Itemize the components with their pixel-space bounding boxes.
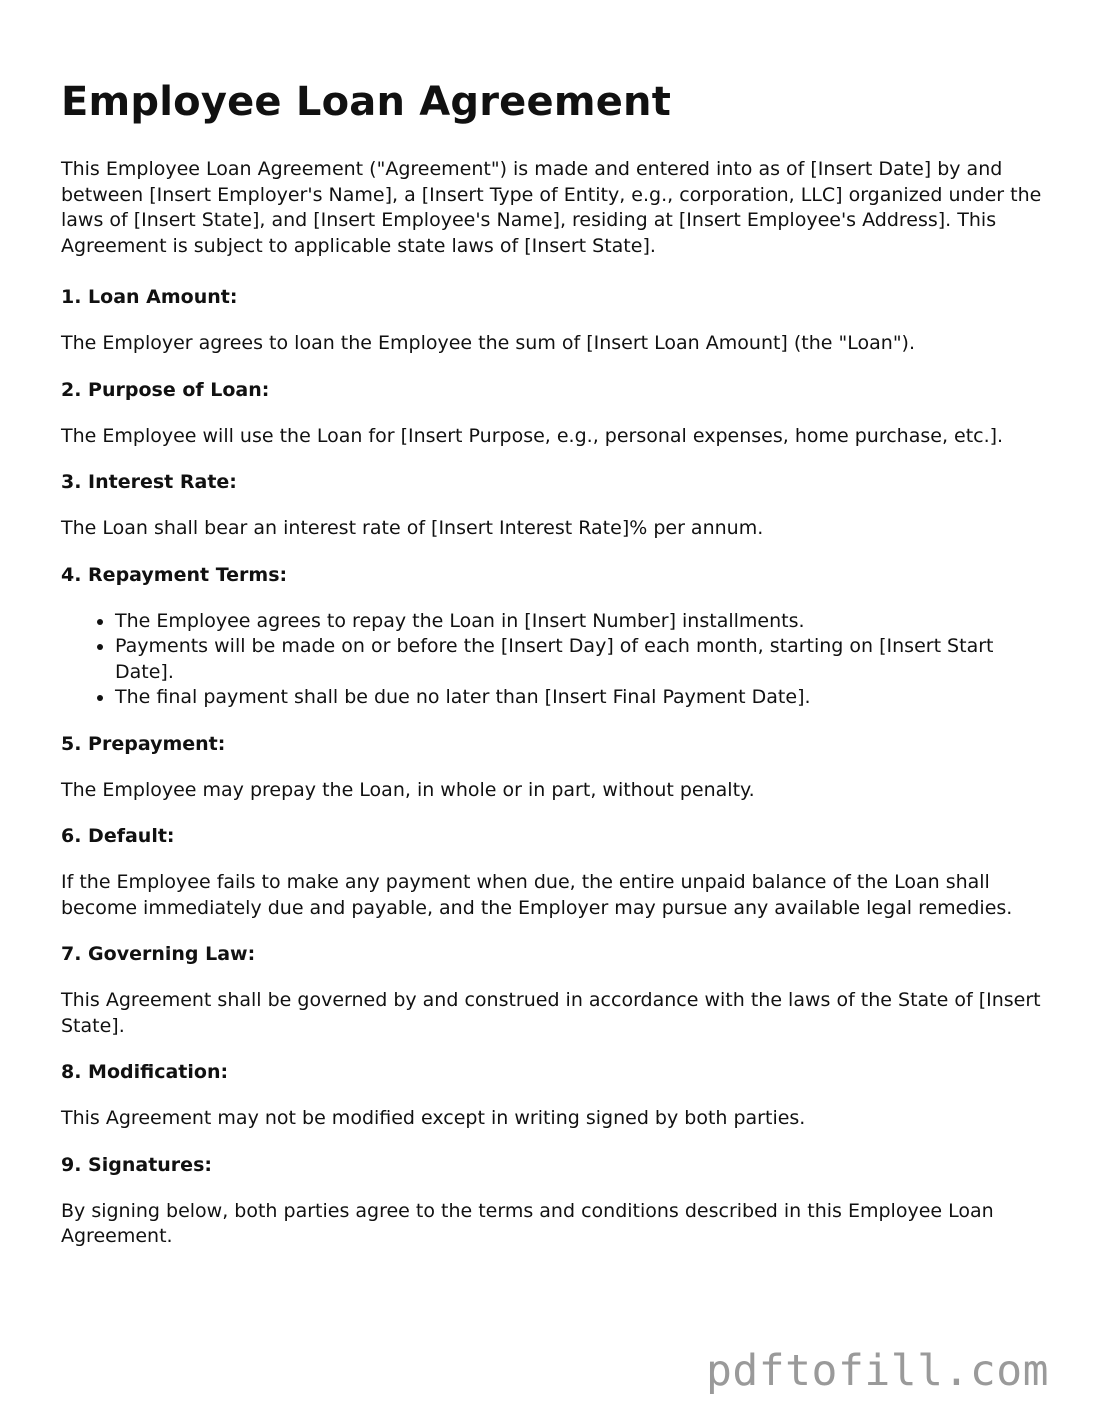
section-heading: 7. Governing Law: [61,943,256,965]
section-heading: 9. Signatures: [61,1153,212,1176]
section-signatures [61,1153,1046,1250]
watermark: pdftofill.com [706,1346,1050,1396]
section-loan-amount [61,285,1046,357]
section-text: By signing below, both parties agree to the terms and conditions described in this Employee Loan Agreement. [61,1199,994,1247]
section-prepayment [61,732,1046,804]
list-item: • The Employee agrees to repay the Loan in [Insert Number] installments. [115,609,1046,635]
section-heading: 1. Loan Amount: [61,286,238,308]
section-heading: 2. Purpose of Loan: [61,378,270,401]
section-heading: 5. Prepayment: [61,732,226,755]
section-heading: 3. Interest Rate: [61,471,237,493]
section-default [61,824,1046,921]
document-title: Employee Loan Agreement [61,79,672,125]
section-governing-law [61,942,1046,1039]
section-text: If the Employee fails to make any payment when due, the entire unpaid balance of the Loan shall become immediately due and payable, and the Employer may pursue any available legal remedies. [61,871,1013,919]
section-heading: 4. Repayment Terms: [61,563,288,586]
section-text: The Employee will use the Loan for [Insert Purpose, e.g., personal expenses, home purchase, etc.]. [61,424,1004,447]
document-page [61,78,1046,1271]
list-item: • Payments will be made on or before the [Insert Day] of each month, starting on [Insert Start Date]. [115,634,1046,685]
section-text: The Loan shall bear an interest rate of [Insert Interest Rate]% per annum. [61,517,764,539]
intro-paragraph: This Employee Loan Agreement ("Agreement") is made and entered into as of [Insert Date] by and between [Insert Employer's Name], a [Insert Type of Entity, e.g., corporation, LLC] organized under the laws of [Insert State], and [Insert Employee's Name], residing at [Insert Employee's Address]. This Agreement is subject to applicable state laws of [Insert State]. [61,158,1042,257]
repayment-terms-list [61,609,1046,711]
list-item: • The final payment shall be due no later than [Insert Final Payment Date]. [115,685,1046,711]
section-repayment-terms [61,563,1046,711]
section-purpose-of-loan [61,378,1046,450]
section-modification [61,1060,1046,1132]
section-heading: 8. Modification: [61,1061,229,1083]
section-heading: 6. Default: [61,825,175,847]
section-text: This Agreement may not be modified except in writing signed by both parties. [61,1107,806,1129]
section-text: This Agreement shall be governed by and construed in accordance with the laws of the State of [Insert State]. [61,989,1041,1037]
section-text: The Employer agrees to loan the Employee the sum of [Insert Loan Amount] (the "Loan"). [61,332,916,354]
section-interest-rate [61,470,1046,542]
section-text: The Employee may prepay the Loan, in whole or in part, without penalty. [61,778,755,801]
